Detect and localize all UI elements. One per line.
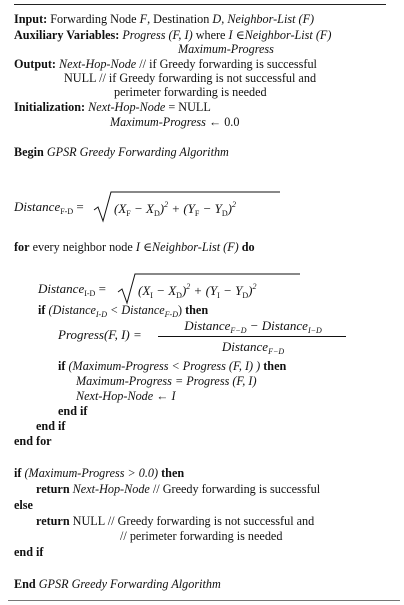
distance-fd-sub: F-D (60, 207, 74, 216)
distance-id-eq: = (95, 281, 106, 296)
init-max-progress-line (110, 115, 239, 129)
distance-fd-label (14, 199, 84, 216)
id-x-sub-i: I (150, 291, 153, 300)
denominator-sub: F−D (268, 347, 285, 356)
distance-fd-body (114, 200, 236, 218)
init-line (14, 100, 211, 114)
if2-cond: (Maximum-Progress < Progress (F, I) ) (68, 359, 261, 373)
distance-id-lhs: Distance (38, 281, 85, 296)
aux-label: Auxiliary Variables: (14, 28, 120, 42)
aux-where: where (192, 28, 229, 42)
fd-x-open: (X (114, 201, 127, 216)
aux-maximum-progress: Maximum-Progress (178, 42, 274, 56)
if-progress-line (58, 359, 286, 373)
for-keyword: for (14, 240, 30, 254)
distance-fd-eq: = (73, 199, 84, 214)
id-x-open: (X (138, 283, 151, 298)
input-label: Input: (14, 12, 48, 26)
id-y-sub-i: I (217, 291, 220, 300)
input-f: F (139, 12, 148, 26)
then-keyword-3: then (158, 466, 185, 480)
end-if-final: end if (14, 545, 44, 559)
assign-next-hop: Next-Hop-Node ← I (76, 389, 176, 403)
if-keyword-3: if (14, 466, 22, 480)
init-max-progress-value: ← 0.0 (205, 115, 240, 129)
fd-y-sub-f: F (194, 209, 200, 218)
for-neighbor-list: I ∈Neighbor-List (F) (135, 240, 239, 254)
distance-id-body (138, 282, 256, 300)
end-for: end for (14, 434, 52, 448)
output-label: Output: (14, 57, 56, 71)
return-comment-1: // Greedy forwarding is successful (149, 482, 321, 496)
end-if-inner: end if (58, 404, 88, 418)
input-neighbor-list: Neighbor-List (F) (227, 12, 315, 26)
output-next-hop-node: Next-Hop-Node (59, 57, 137, 71)
progress-numerator (158, 318, 348, 335)
id-y-minus: − Y (219, 283, 243, 298)
bottom-rule (8, 600, 400, 601)
progress-denominator (158, 339, 348, 356)
init-label: Initialization: (14, 100, 86, 114)
if-keyword-1: if (38, 303, 46, 317)
for-text: every neighbor node (29, 240, 136, 254)
id-y-sub-d: D (242, 291, 249, 300)
fraction-bar (158, 336, 346, 337)
if3-cond: (Maximum-Progress > 0.0) (24, 466, 159, 480)
fd-x-square: 2 (164, 200, 169, 209)
end-if-outer: end if (36, 419, 66, 433)
fd-x-minus: − X (130, 201, 154, 216)
denominator-distance: Distance (221, 339, 269, 354)
aux-progress: Progress (F, I) (122, 28, 193, 42)
return-next-hop: Next-Hop-Node (72, 482, 150, 496)
then-keyword-1: then (182, 303, 209, 317)
if1-sub-fd: F-D (164, 310, 178, 319)
begin-keyword: Begin (14, 145, 44, 159)
id-y-open: + (Y (190, 283, 218, 298)
fd-y-minus: − Y (199, 201, 222, 216)
end-keyword: End (14, 577, 36, 591)
if1-lt: < Distance (107, 303, 165, 317)
else-keyword: else (14, 498, 33, 512)
if-keyword-2: if (58, 359, 66, 373)
input-d: D (212, 12, 222, 26)
id-y-close: ) (248, 283, 253, 298)
end-line (14, 577, 221, 591)
input-line (14, 12, 314, 26)
aux-line (14, 28, 331, 42)
id-x-close: ) (181, 283, 187, 298)
aux-in: I ∈Neighbor-List (F) (228, 28, 332, 42)
id-x-sub-d: D (176, 291, 182, 300)
input-text-c: , (221, 12, 228, 26)
output-line (14, 57, 317, 71)
return-next-hop-line (36, 482, 320, 496)
if1-cond: (Distance (48, 303, 96, 317)
init-max-progress: Maximum-Progress (110, 115, 206, 129)
end-algorithm-name: GPSR Greedy Forwarding Algorithm (38, 577, 221, 591)
return-null-line (36, 514, 314, 528)
output-comment-1: // if Greedy forwarding is successful (136, 57, 317, 71)
fd-x-close: ) (159, 201, 165, 216)
numerator-sub-a: F−D (230, 326, 247, 335)
do-keyword: do (238, 240, 255, 254)
return-keyword-2: return (36, 514, 70, 528)
input-text-b: , Destination (147, 12, 213, 26)
distance-id-sub: I-D (84, 289, 96, 298)
input-text-a: Forwarding Node (50, 12, 140, 26)
output-comment-2: perimeter forwarding is needed (114, 85, 267, 99)
id-x-minus: − X (152, 283, 177, 298)
fd-x-sub-d: D (153, 209, 160, 218)
top-rule (14, 4, 386, 5)
algorithm-name: GPSR Greedy Forwarding Algorithm (46, 145, 229, 159)
progress-lhs: Progress(F, I) = (58, 327, 142, 342)
fd-y-close: ) (227, 201, 233, 216)
numerator-distance-a: Distance (184, 318, 231, 333)
init-next-hop-value: = NULL (165, 100, 211, 114)
id-x-square: 2 (186, 282, 191, 291)
distance-fd-lhs: Distance (14, 199, 61, 214)
then-keyword-2: then (260, 359, 287, 373)
for-line (14, 240, 255, 254)
numerator-minus: − Distance (246, 318, 308, 333)
id-y-square: 2 (252, 282, 257, 291)
return-keyword-1: return (36, 482, 70, 496)
if1-close: ) (177, 303, 183, 317)
numerator-sub-b: I−D (307, 326, 322, 335)
fd-x-sub-f: F (126, 209, 131, 218)
init-next-hop-node: Next-Hop-Node (88, 100, 166, 114)
if1-sub-id: I-D (95, 310, 107, 319)
return-comment-3: // perimeter forwarding is needed (120, 529, 283, 543)
assign-max-progress: Maximum-Progress = Progress (F, I) (76, 374, 257, 388)
return-null: NULL (69, 514, 105, 528)
begin-line (14, 145, 229, 159)
output-null-line: NULL // if Greedy forwarding is not successful and (64, 71, 317, 85)
if-final-line (14, 466, 184, 480)
fd-y-square: 2 (232, 200, 237, 209)
fd-y-sub-d: D (221, 209, 228, 218)
return-comment-2: // Greedy forwarding is not successful and (104, 514, 315, 528)
fd-y-open: + (Y (168, 201, 195, 216)
distance-id-label (38, 281, 106, 298)
